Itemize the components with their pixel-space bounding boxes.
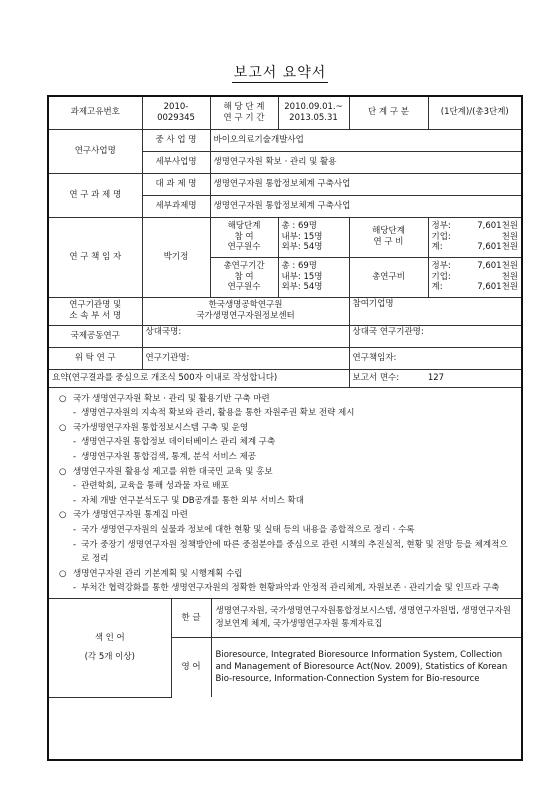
- detail-project-label: 세부과제명: [142, 195, 210, 217]
- dash-marker: -: [73, 539, 77, 550]
- summary-sub-item: [59, 406, 515, 421]
- pi-name: 박기정: [142, 217, 210, 297]
- summary-item-text: 부처간 협력강화를 통한 생명연구자원의 정확한 현황파악과 안정적 관리체계, 자원보존 · 관리기술 및 인프라 구축: [81, 583, 500, 594]
- summary-sub-item: [59, 523, 515, 538]
- dash-marker: -: [73, 481, 77, 492]
- summary-item-text: 국가 생명연구자원 통계집 마련: [73, 510, 188, 521]
- contract-institution: 연구기관명:: [142, 347, 349, 369]
- summary-item-text: 생명연구자원 통합정보 데이터베이스 관리 체계 구축: [81, 437, 276, 448]
- project-code-label: 과제고유번호: [49, 97, 142, 129]
- summary-item-text: 생명연구자원 관리 기본계획 및 시행계획 수립: [73, 568, 243, 579]
- keywords-label: 색 인 어 (각 5개 이상): [49, 599, 171, 697]
- stage-researchers-label: 해당단계 참 여 연구원수: [210, 217, 278, 257]
- keywords-english-label: 영 어: [171, 637, 211, 697]
- circle-bullet-icon: ○: [59, 568, 67, 579]
- institution-label: 연구기관명 및 소 속 부 서 명: [49, 297, 142, 325]
- contract-research-label: 위 탁 연 구: [49, 347, 142, 369]
- stage-cost-value: 정부: 7,601천원 기업: 천원 계: 7,601천원: [428, 217, 521, 257]
- summary-sub-item: [59, 450, 515, 465]
- summary-item: [59, 567, 515, 582]
- main-project-label: 대 과 제 명: [142, 173, 210, 195]
- summary-header: 요약(연구결과를 중심으로 개조식 500자 이내로 작성합니다): [49, 369, 349, 387]
- partner-company: 참여기업명: [349, 297, 521, 325]
- summary-sub-item: [59, 494, 515, 509]
- total-cost-label: 총연구비: [349, 257, 428, 297]
- summary-item-text: 자체 개발 연구분석도구 및 DB공개를 통한 외부 서비스 확대: [81, 495, 304, 506]
- mid-program-value: 바이오의료기술개발사업: [210, 129, 521, 151]
- keywords-table: [49, 599, 521, 698]
- circle-bullet-icon: ○: [59, 466, 67, 477]
- detail-program-label: 세부사업명: [142, 151, 210, 173]
- keywords-english-value: Bioresource, Integrated Bioresource Information System, Collection and Management of Bioresource Act(Nov. 2009), Statistics of Korean Bio-resource, Information-Connection System for Bio-resource: [211, 637, 521, 697]
- stage-label: 단 계 구 분: [349, 97, 428, 129]
- summary-item: [59, 508, 515, 523]
- project-title-label: 연 구 과 제 명: [49, 173, 142, 217]
- dash-marker: -: [73, 437, 77, 448]
- circle-bullet-icon: ○: [59, 510, 67, 521]
- summary-list: [49, 388, 521, 600]
- dash-marker: -: [73, 495, 77, 506]
- program-label: 연구사업명: [49, 129, 142, 173]
- dash-marker: -: [73, 408, 77, 419]
- summary-item-text: 생명연구자원 활용성 제고를 위한 대국민 교육 및 홍보: [73, 466, 273, 477]
- period-value: 2010.09.01.~ 2013.05.31: [278, 97, 349, 129]
- keywords-korean-value: 생명연구자원, 국가생명연구자원통합정보시스템, 생명연구자원법, 생명연구자원 정보연계 체계, 국가생명연구자원 통계자료집: [211, 599, 521, 637]
- info-table: [49, 97, 521, 388]
- intl-research-label: 국제공동연구: [49, 325, 142, 347]
- intl-partner-institution: 상대국 연구기관명:: [349, 325, 521, 347]
- summary-sub-item: [59, 581, 515, 596]
- summary-item-text: 국가 생명연구자원의 실물과 정보에 대한 현황 및 실태 등의 내용을 종합적으로 정리 · 수록: [81, 524, 415, 535]
- period-label: 해 당 단 계 연 구 기 간: [210, 97, 278, 129]
- summary-sub-item: [59, 435, 515, 450]
- total-cost-value: 정부: 7,601천원 기업: 천원 계: 7,601천원: [428, 257, 521, 297]
- summary-item: [59, 465, 515, 480]
- summary-item: [59, 421, 515, 436]
- report-summary-form: [47, 95, 523, 761]
- intl-partner-country: 상대국명:: [142, 325, 349, 347]
- summary-item-text: 관련학회, 교육을 통해 성과물 자료 배포: [81, 481, 229, 492]
- page-title: 보고서 요약서: [233, 65, 327, 81]
- summary-item-text: 국가생명연구자원 통합정보시스템 구축 및 운영: [73, 422, 249, 433]
- contract-pi: 연구책임자:: [349, 347, 521, 369]
- pi-label: 연 구 책 임 자: [49, 217, 142, 297]
- stage-value: (1단계)/(총3단계): [428, 97, 521, 129]
- summary-sub-item: [59, 479, 515, 494]
- summary-sub-item: [59, 538, 515, 567]
- main-project-value: 생명연구자원 통합정보체계 구축사업: [210, 173, 521, 195]
- circle-bullet-icon: ○: [59, 422, 67, 433]
- keywords-korean-label: 한 글: [171, 599, 211, 637]
- dash-marker: -: [73, 524, 77, 535]
- project-code-value: 2010-0029345: [142, 97, 210, 129]
- stage-researchers-value: 총 : 69명 내부: 15명 외부: 54명: [278, 217, 349, 257]
- summary-item-text: 국가 중장기 생명연구자원 정책방안에 따른 중점분야를 중심으로 관련 시책의 추진실적, 현황 및 전망 등을 체계적으로 정리: [81, 539, 508, 565]
- stage-cost-label: 해당단계 연 구 비: [349, 217, 428, 257]
- summary-item-text: 국가 생명연구자원 확보 · 관리 및 활용기반 구축 마련: [73, 393, 270, 404]
- detail-project-value: 생명연구자원 통합정보체계 구축사업: [210, 195, 521, 217]
- summary-item-text: 생명연구자원의 지속적 확보와 관리, 활용을 통한 자원주권 확보 전략 제시: [81, 408, 355, 419]
- mid-program-label: 중 사 업 명: [142, 129, 210, 151]
- detail-program-value: 생명연구자원 확보 · 관리 및 활용: [210, 151, 521, 173]
- institution-value: 한국생명공학연구원 국가생명연구자원정보센터: [142, 297, 349, 325]
- total-researchers-value: 총 : 69명 내부: 15명 외부: 54명: [278, 257, 349, 297]
- total-researchers-label: 총연구기간 참 여 연구원수: [210, 257, 278, 297]
- report-pages: 보고서 면수: 127: [349, 369, 521, 387]
- dash-marker: -: [73, 451, 77, 462]
- summary-item: [59, 392, 515, 407]
- circle-bullet-icon: ○: [59, 393, 67, 404]
- dash-marker: -: [73, 583, 77, 594]
- summary-item-text: 생명연구자원 통합검색, 통계, 분석 서비스 제공: [81, 451, 257, 462]
